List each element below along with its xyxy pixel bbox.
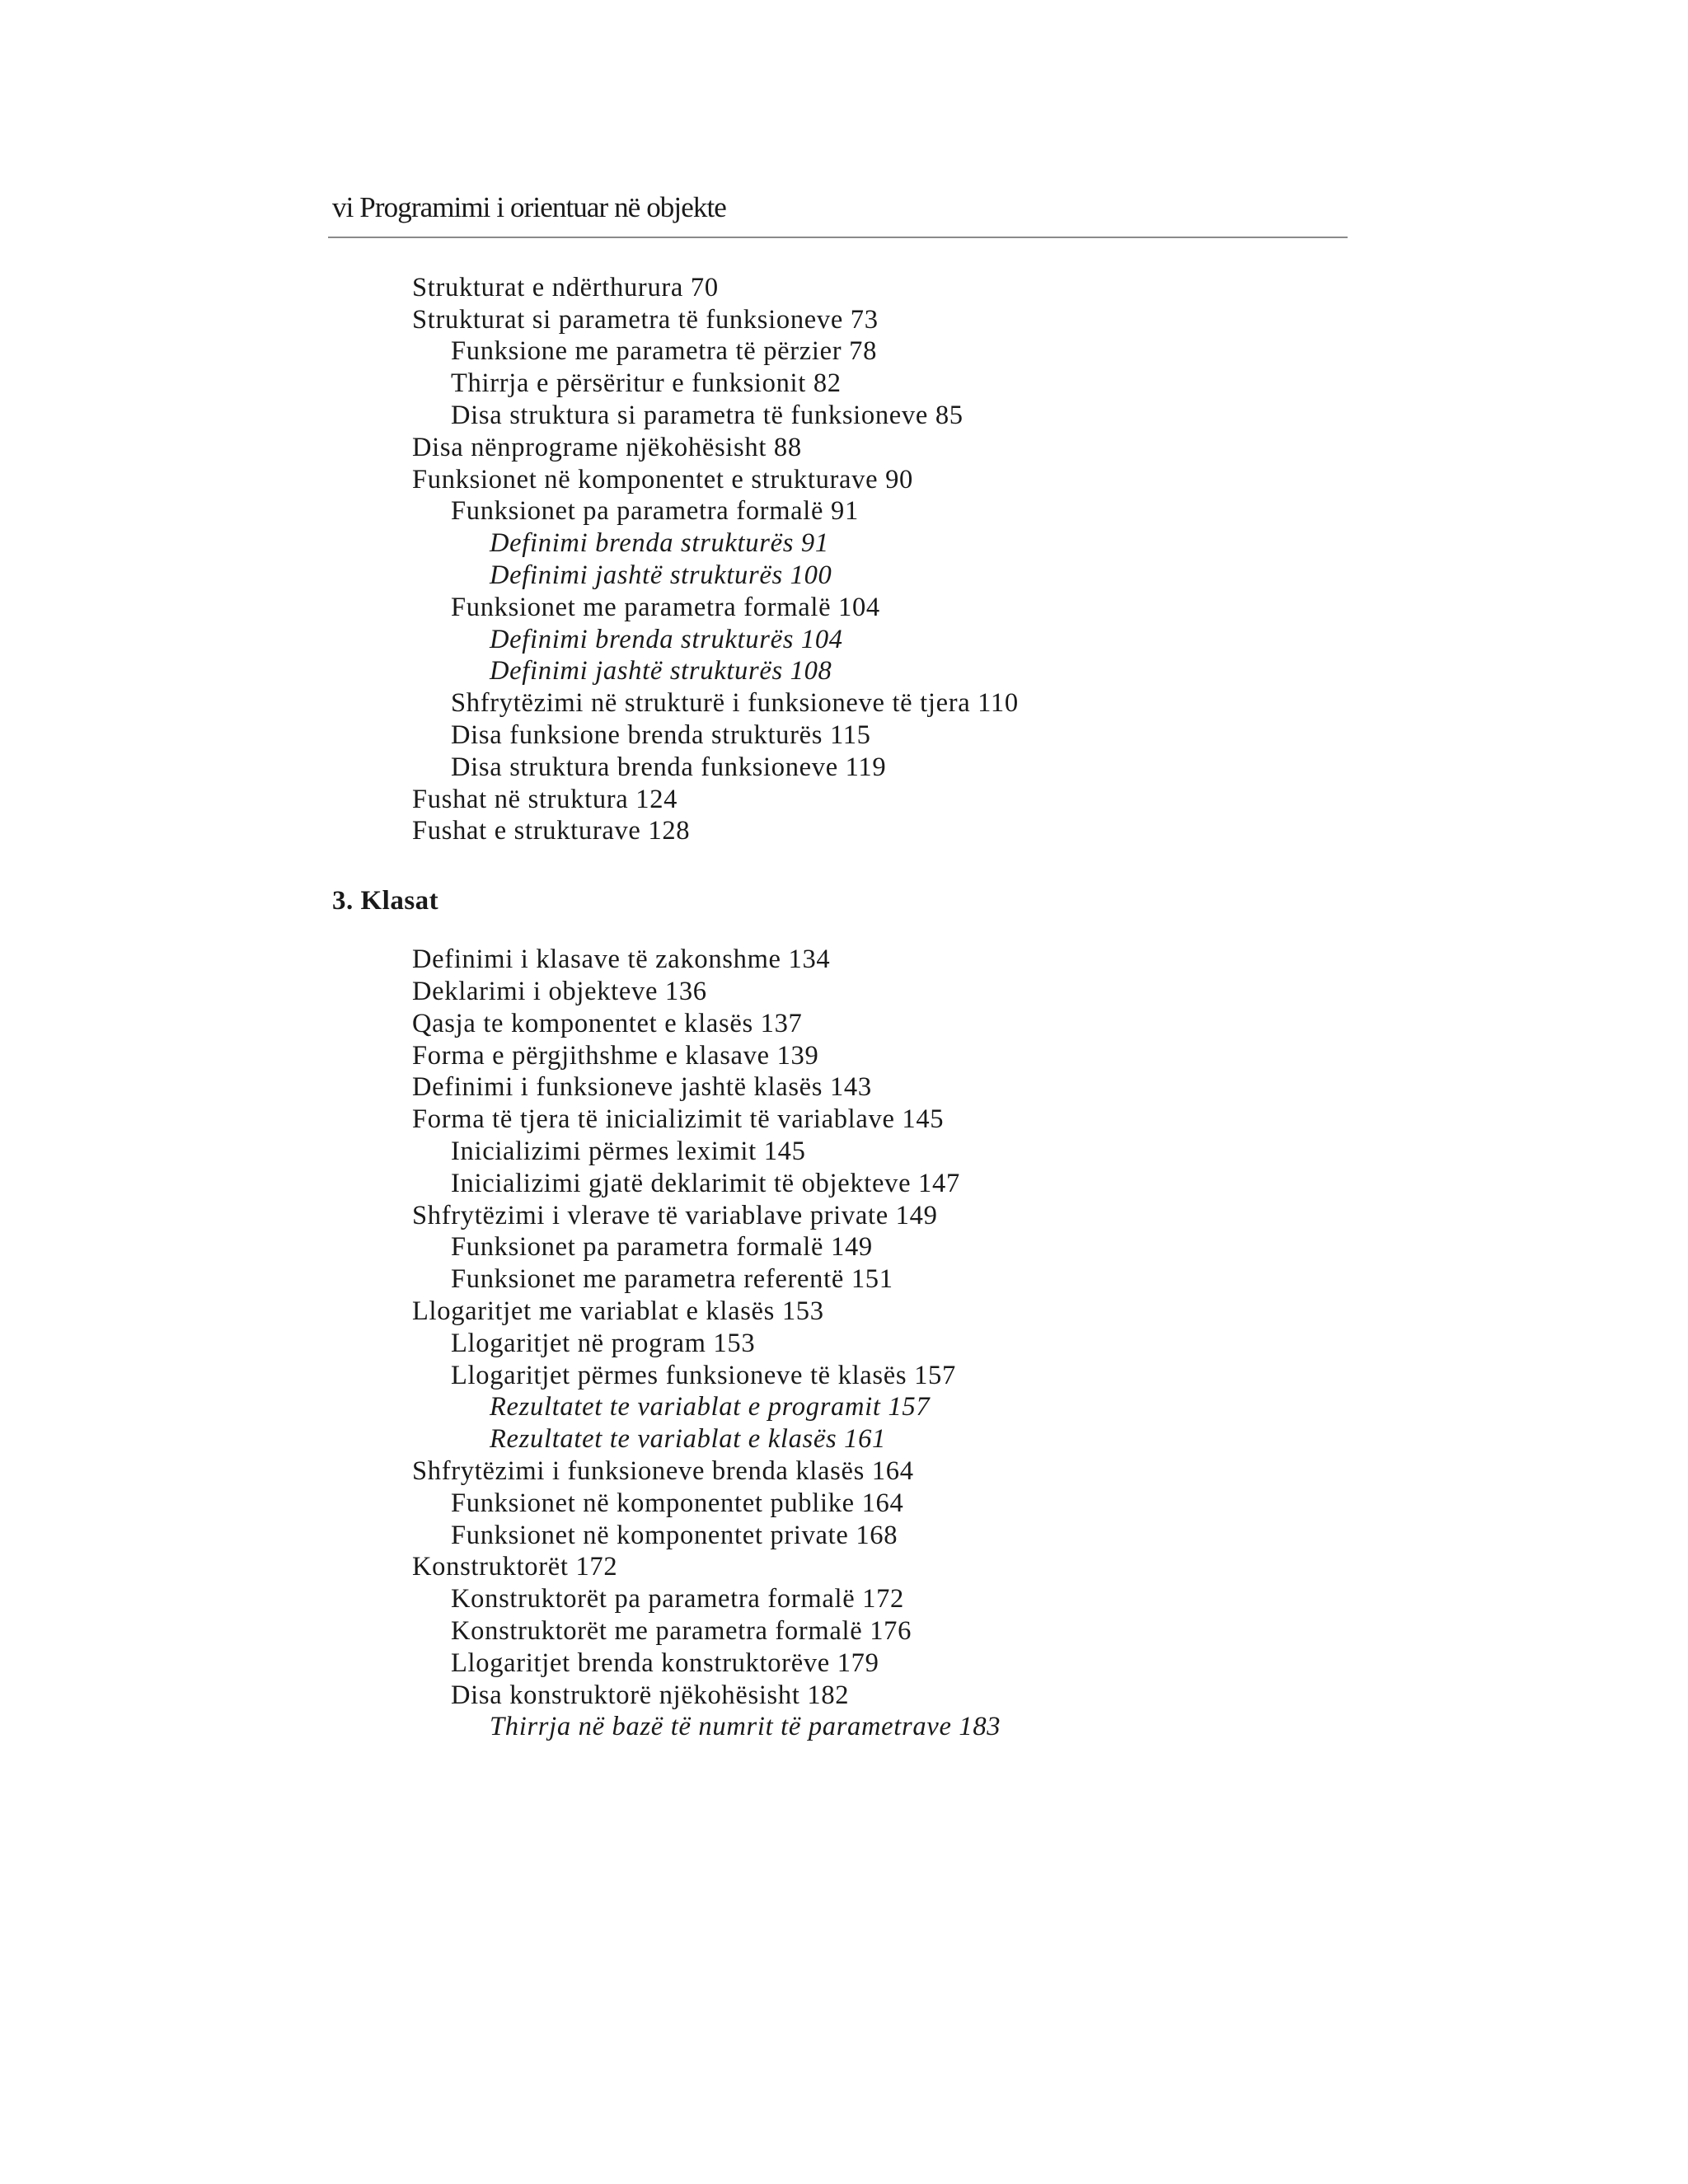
toc-entry: Definimi i funksioneve jashtë klasës 143 xyxy=(412,1072,872,1102)
toc-entry: Definimi brenda strukturës 91 xyxy=(490,528,829,558)
toc-entry: Disa nënprograme njëkohësisht 88 xyxy=(412,433,802,462)
toc-entry: Definimi jashtë strukturës 108 xyxy=(490,656,832,686)
chapter-heading: 3. Klasat xyxy=(332,886,439,916)
toc-entry: Funksionet pa parametra formalë 149 xyxy=(451,1232,873,1262)
toc-entry: Fushat në struktura 124 xyxy=(412,785,678,814)
running-head xyxy=(332,191,726,224)
toc-entry: Definimi brenda strukturës 104 xyxy=(490,625,843,654)
toc-entry: Inicializimi përmes leximit 145 xyxy=(451,1137,806,1166)
toc-entry: Definimi i klasave të zakonshme 134 xyxy=(412,944,831,974)
toc-entry: Strukturat e ndërthurura 70 xyxy=(412,273,719,302)
page-number: vi xyxy=(332,191,354,223)
toc-entry: Disa funksione brenda strukturës 115 xyxy=(451,720,871,750)
toc-entry: Forma e përgjithshme e klasave 139 xyxy=(412,1041,819,1071)
toc-entry: Thirrja në bazë të numrit të parametrave 183 xyxy=(490,1712,1001,1741)
toc-entry: Konstruktorët pa parametra formalë 172 xyxy=(451,1584,905,1614)
toc-entry: Llogaritjet brenda konstruktorëve 179 xyxy=(451,1648,879,1678)
toc-entry: Funksione me parametra të përzier 78 xyxy=(451,336,878,366)
toc-entry: Funksionet në komponentet private 168 xyxy=(451,1521,898,1550)
toc-entry: Qasja te komponentet e klasës 137 xyxy=(412,1009,803,1038)
toc-entry: Llogaritjet me variablat e klasës 153 xyxy=(412,1296,824,1326)
toc-entry: Shfrytëzimi në strukturë i funksioneve të tjera 110 xyxy=(451,688,1019,718)
toc-entry: Funksionet me parametra referentë 151 xyxy=(451,1264,893,1294)
toc-entry: Rezultatet te variablat e klasës 161 xyxy=(490,1424,887,1454)
toc-entry: Funksionet pa parametra formalë 91 xyxy=(451,496,859,526)
toc-entry: Shfrytëzimi i funksioneve brenda klasës 164 xyxy=(412,1456,914,1486)
toc-entry: Fushat e strukturave 128 xyxy=(412,816,691,846)
toc-entry: Strukturat si parametra të funksioneve 73 xyxy=(412,305,879,335)
toc-entry: Konstruktorët 172 xyxy=(412,1552,618,1582)
toc-entry: Konstruktorët me parametra formalë 176 xyxy=(451,1616,912,1646)
toc-entry: Deklarimi i objekteve 136 xyxy=(412,977,707,1006)
toc-entry: Rezultatet te variablat e programit 157 xyxy=(490,1392,931,1422)
toc-entry: Inicializimi gjatë deklarimit të objekteve 147 xyxy=(451,1169,960,1198)
toc-entry: Funksionet në komponentet e strukturave 90 xyxy=(412,465,913,494)
header-rule xyxy=(328,237,1348,238)
toc-entry: Funksionet me parametra formalë 104 xyxy=(451,593,880,622)
toc-entry: Llogaritjet në program 153 xyxy=(451,1329,756,1358)
toc-entry: Definimi jashtë strukturës 100 xyxy=(490,560,832,590)
toc-entry: Shfrytëzimi i vlerave të variablave private 149 xyxy=(412,1201,938,1230)
toc-entry: Thirrja e përsëritur e funksionit 82 xyxy=(451,368,842,398)
toc-entry: Forma të tjera të inicializimit të variablave 145 xyxy=(412,1104,945,1134)
toc-entry: Disa struktura si parametra të funksioneve 85 xyxy=(451,401,964,430)
book-title: Programimi i orientuar në objekte xyxy=(359,191,726,223)
toc-entry: Llogaritjet përmes funksioneve të klasës 157 xyxy=(451,1361,956,1390)
toc-entry: Disa struktura brenda funksioneve 119 xyxy=(451,752,887,782)
toc-entry: Funksionet në komponentet publike 164 xyxy=(451,1488,904,1518)
toc-entry: Disa konstruktorë njëkohësisht 182 xyxy=(451,1680,850,1710)
